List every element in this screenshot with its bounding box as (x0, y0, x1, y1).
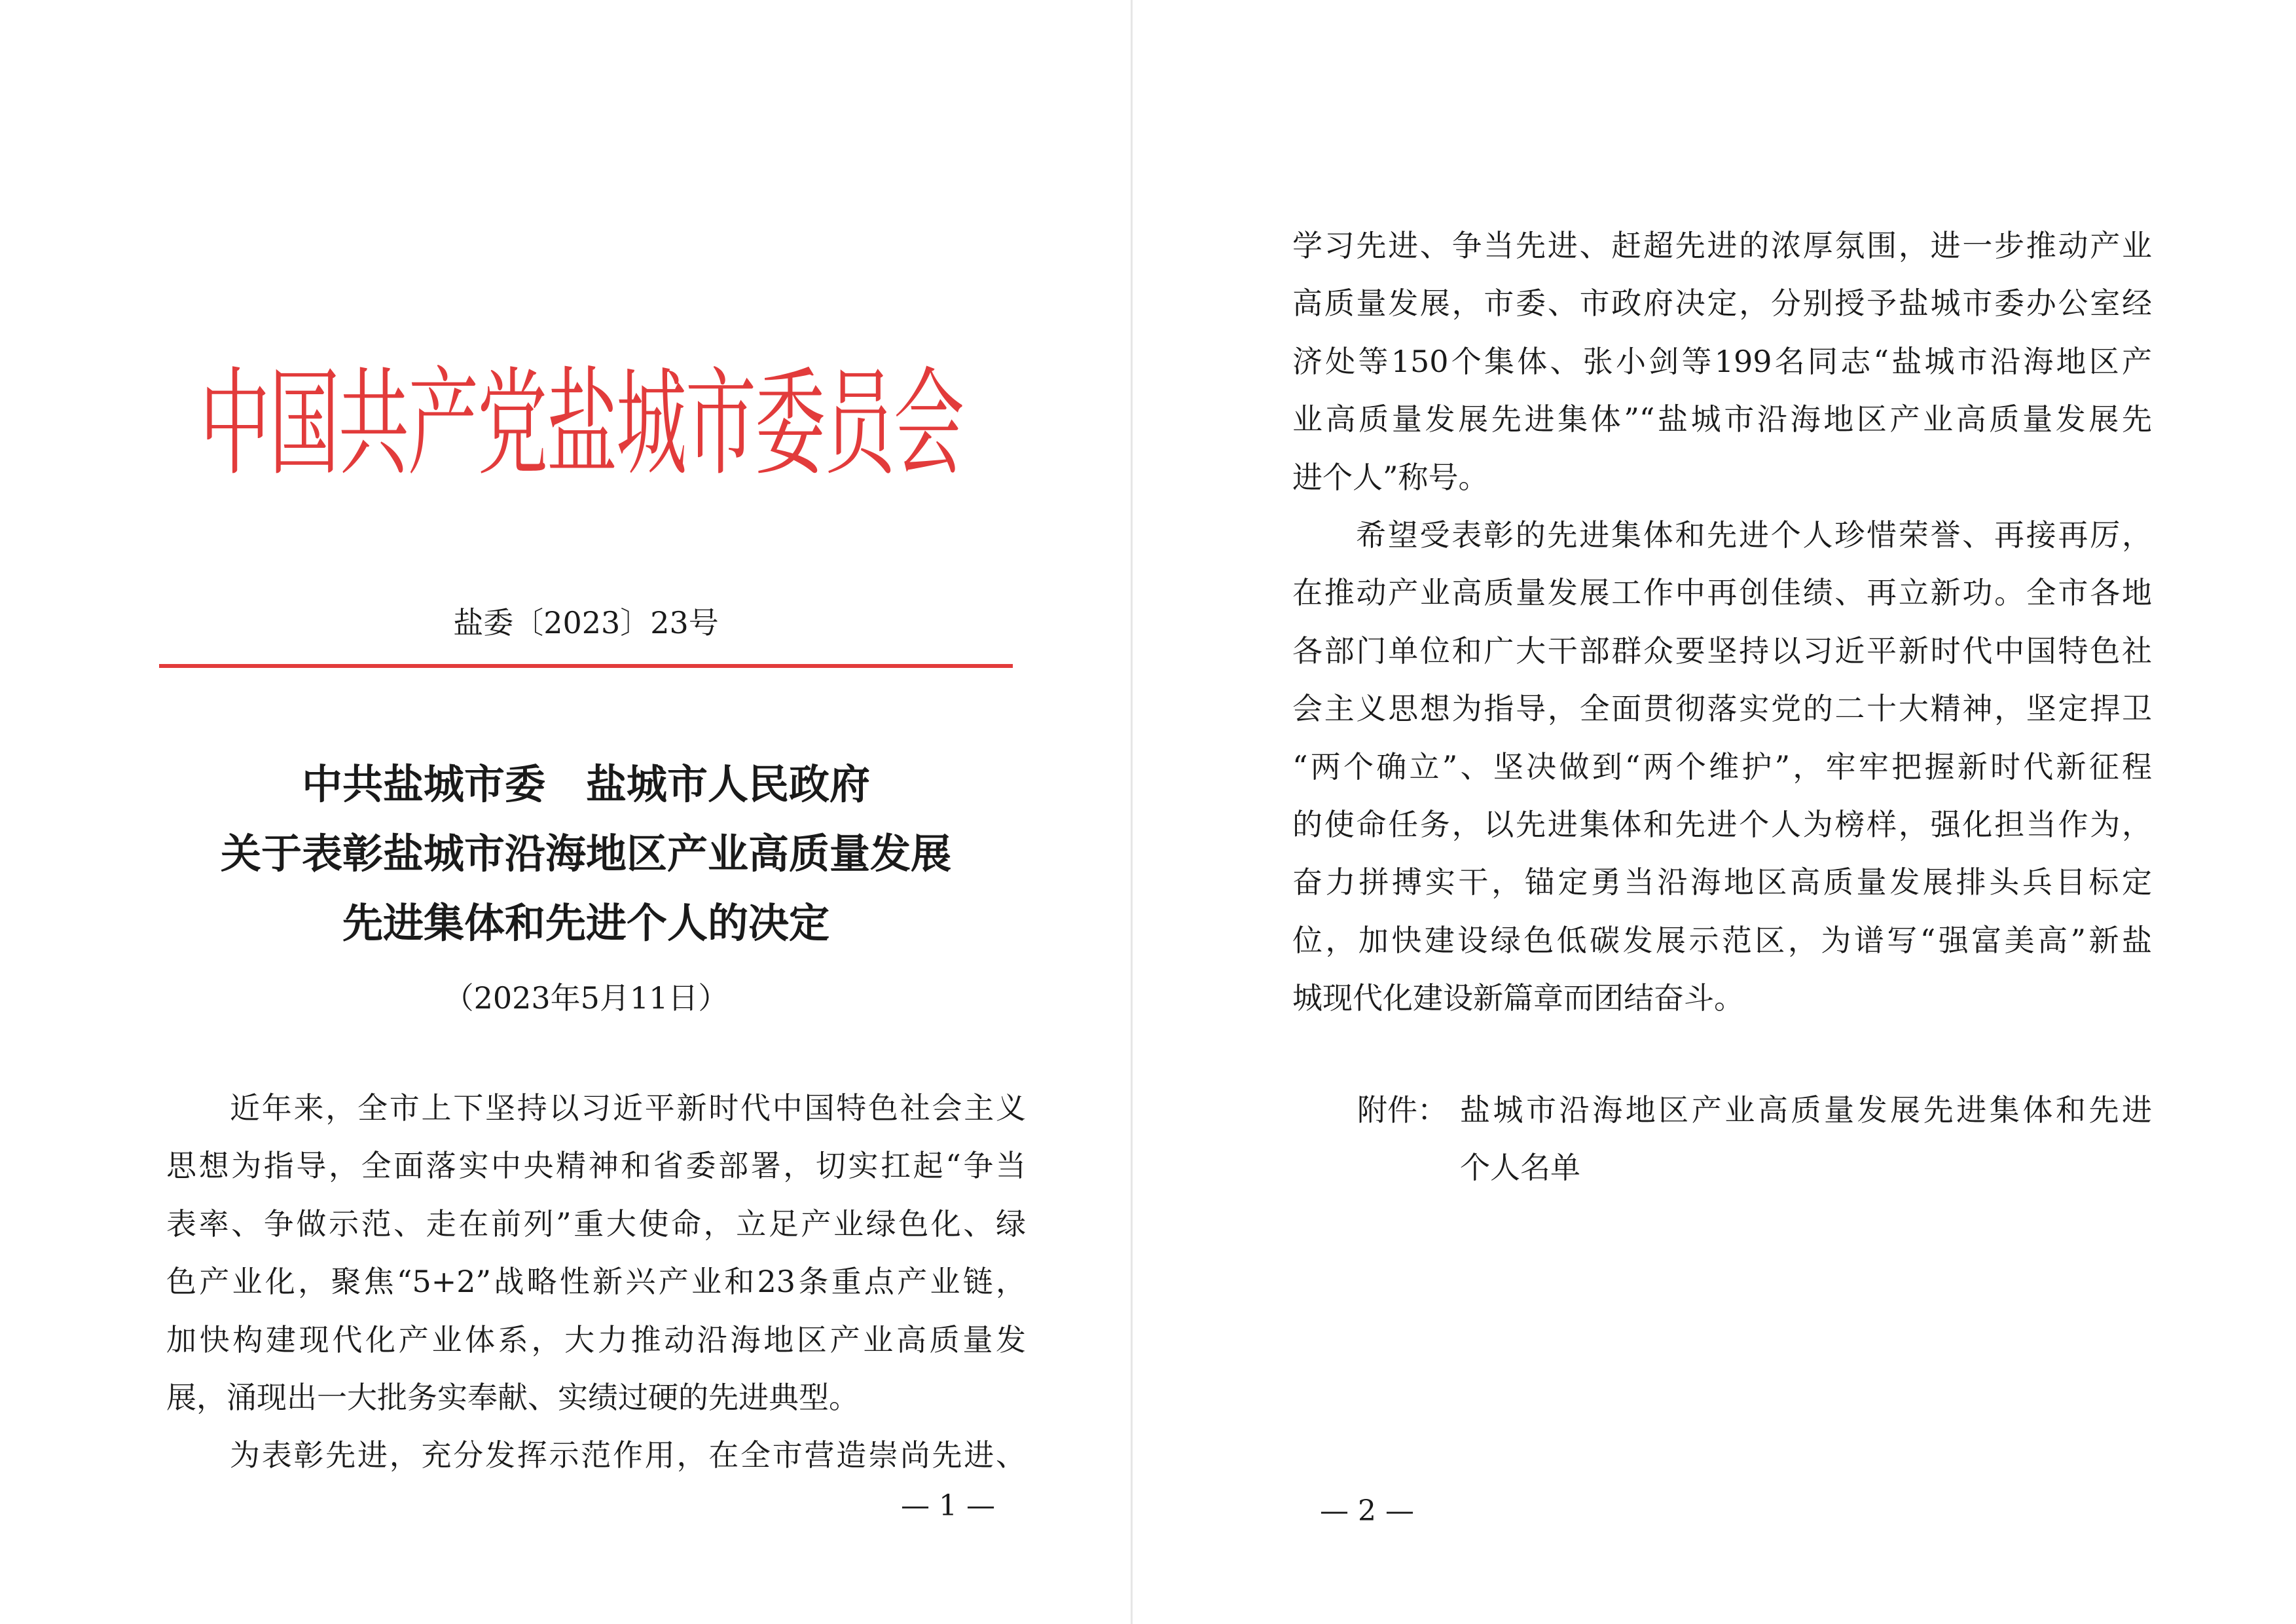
body-line: 各部门单位和广大干部群众要坚持以习近平新时代中国特色社 (1292, 633, 2152, 669)
body-line: 济处等150个集体、张小剑等199名同志“盐城市沿海地区产 (1292, 343, 2152, 379)
attachment-label: 附件： (1357, 1092, 1448, 1128)
title-line-2: 关于表彰盐城市沿海地区产业高质量发展 (220, 830, 951, 877)
body-line: 的使命任务，以先进集体和先进个人为榜样，强化担当作为， (1292, 807, 2152, 842)
body-line: 为表彰先进，充分发挥示范作用，在全市营造崇尚先进、 (230, 1437, 1026, 1473)
body-line: 表率、争做示范、走在前列”重大使命，立足产业绿色化、绿 (166, 1206, 1026, 1242)
body-line: 展，涌现出一大批务实奉献、实绩过硬的先进典型。 (166, 1380, 859, 1415)
body-line: 学习先进、争当先进、赶超先进的浓厚氛围，进一步推动产业 (1292, 228, 2152, 263)
page-number-2: — 2 — (1320, 1494, 1414, 1528)
masthead: 中国共产党盐城市委员会 (199, 357, 963, 492)
page-number-1: — 1 — (901, 1489, 995, 1522)
document-number: 盐委〔2023〕23号 (453, 605, 719, 640)
body-line: 位，加快建设绿色低碳发展示范区，为谱写“强富美高”新盐 (1292, 922, 2152, 958)
body-line: 进个人”称号。 (1292, 459, 1489, 495)
red-rule (159, 664, 1013, 668)
body-line: 近年来，全市上下坚持以习近平新时代中国特色社会主义 (230, 1090, 1026, 1126)
body-line: 奋力拼搏实干，锚定勇当沿海地区高质量发展排头兵目标定 (1292, 864, 2152, 900)
body-line: 城现代化建设新篇章而团结奋斗。 (1292, 980, 1744, 1016)
body-line: 色产业化，聚焦“5+2”战略性新兴产业和23条重点产业链， (166, 1264, 1026, 1300)
body-line: 业高质量发展先进集体”“盐城市沿海地区产业高质量发展先 (1292, 401, 2152, 437)
page-fold-divider (1131, 0, 1133, 1624)
title-line-1: 中共盐城市委 盐城市人民政府 (301, 760, 870, 808)
body-line: 会主义思想为指导，全面贯彻落实党的二十大精神，坚定捍卫 (1292, 691, 2152, 727)
attachment-line-1: 盐城市沿海地区产业高质量发展先进集体和先进 (1460, 1092, 2152, 1128)
body-line: 加快构建现代化产业体系，大力推动沿海地区产业高质量发 (166, 1321, 1026, 1357)
attachment-line-2: 个人名单 (1460, 1150, 1580, 1185)
document-date: （2023年5月11日） (443, 980, 729, 1016)
body-line: 思想为指导，全面落实中央精神和省委部署，切实扛起“争当 (166, 1148, 1026, 1184)
body-line: “两个确立”、坚决做到“两个维护”，牢牢把握新时代新征程 (1292, 748, 2152, 784)
body-line: 高质量发展，市委、市政府决定，分别授予盐城市委办公室经 (1292, 286, 2152, 322)
body-line: 希望受表彰的先进集体和先进个人珍惜荣誉、再接再厉， (1356, 517, 2152, 553)
body-line: 在推动产业高质量发展工作中再创佳绩、再立新功。全市各地 (1292, 575, 2152, 611)
title-line-3: 先进集体和先进个人的决定 (342, 899, 829, 947)
